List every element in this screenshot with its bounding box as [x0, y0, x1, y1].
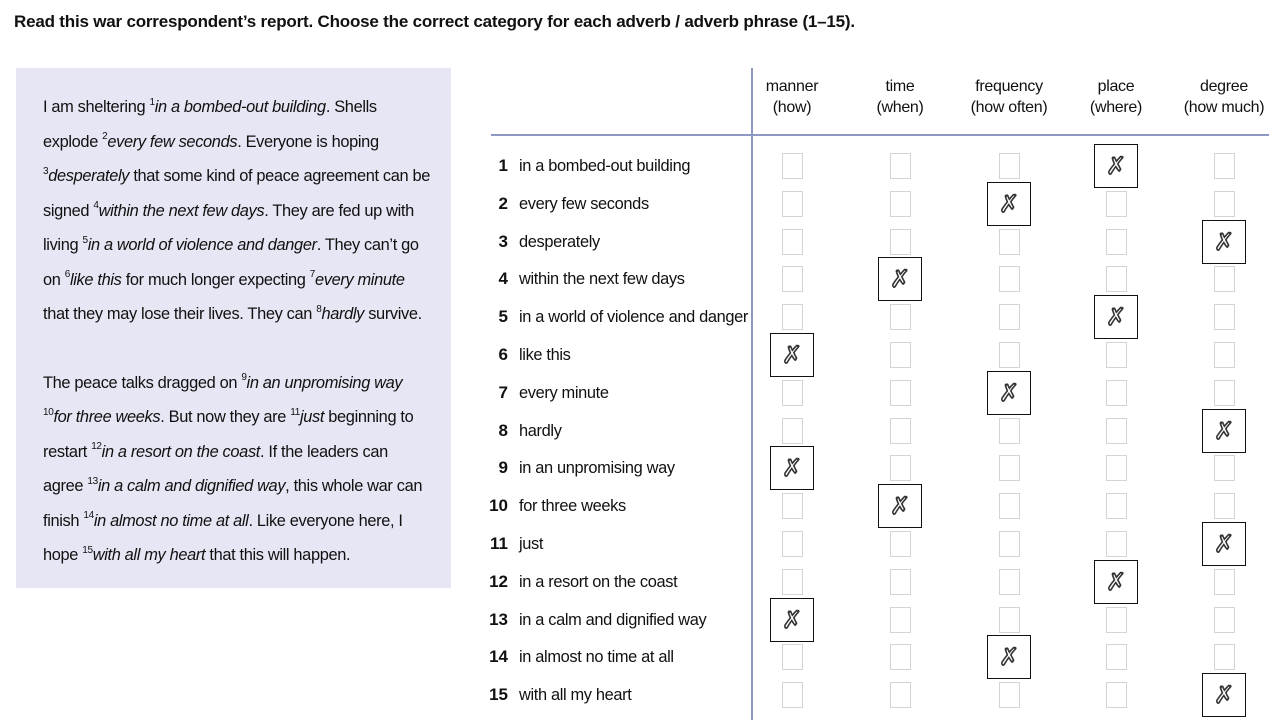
item-number: 9	[498, 458, 508, 478]
checkbox-empty-frequency[interactable]	[999, 266, 1020, 292]
adverb-phrase: every minute	[314, 270, 405, 289]
item-phrase: with all my heart	[519, 686, 632, 705]
checkbox-empty-manner[interactable]	[782, 493, 803, 519]
passage-text: . Everyone is hoping	[237, 132, 379, 151]
x-mark-icon: ✗	[1105, 152, 1127, 180]
checkbox-checked-frequency[interactable]	[987, 371, 1031, 415]
adverb-phrase: in a world of violence and danger	[87, 236, 317, 254]
checkbox-empty-time[interactable]	[890, 153, 911, 179]
item-phrase: in a calm and dignified way	[519, 610, 707, 629]
x-mark-icon: ✗	[889, 265, 911, 294]
column-header-place	[1061, 76, 1171, 118]
item-number: 15	[489, 685, 508, 705]
checkbox-empty-degree[interactable]	[1214, 342, 1235, 368]
item-number: 5	[498, 307, 508, 327]
checkbox-empty-frequency[interactable]	[999, 569, 1020, 595]
checkbox-empty-time[interactable]	[890, 380, 911, 406]
item-number: 1	[498, 156, 508, 175]
passage-text: , this whole war can finish	[43, 477, 423, 530]
column-header-manner	[737, 76, 847, 118]
checkbox-checked-frequency[interactable]	[987, 182, 1031, 226]
adverb-phrase: just	[299, 408, 325, 426]
checkbox-empty-time[interactable]	[890, 531, 911, 557]
checkbox-empty-degree[interactable]	[1214, 191, 1235, 217]
checkbox-empty-frequency[interactable]	[999, 607, 1020, 633]
checkbox-empty-time[interactable]	[890, 229, 911, 255]
item-superscript: 3	[43, 165, 49, 177]
checkbox-empty-degree[interactable]	[1214, 153, 1235, 179]
adverb-phrase: in a resort on the coast	[101, 442, 260, 461]
item-phrase: in a resort on the coast	[519, 572, 678, 591]
checkbox-checked-degree[interactable]	[1202, 409, 1246, 453]
checkbox-empty-manner[interactable]	[782, 229, 803, 255]
column-header-label: time	[885, 78, 915, 95]
grid-vertical-divider	[751, 68, 753, 720]
checkbox-checked-time[interactable]	[878, 484, 922, 528]
grid-header-divider	[491, 134, 1269, 136]
item-superscript: 2	[102, 131, 108, 143]
checkbox-empty-degree[interactable]	[1214, 493, 1235, 519]
item-phrase: for three weeks	[519, 497, 626, 516]
column-header-hint: (how much)	[1183, 99, 1265, 116]
passage-text: . If the leaders can agree	[43, 442, 388, 495]
column-header-label: manner	[765, 78, 819, 95]
x-mark-icon: ✗	[998, 189, 1020, 218]
item-phrase: in an unpromising way	[519, 459, 675, 478]
checkbox-empty-degree[interactable]	[1214, 644, 1235, 670]
checkbox-empty-time[interactable]	[890, 342, 911, 368]
item-number: 11	[490, 534, 508, 553]
checkbox-empty-place[interactable]	[1106, 418, 1127, 444]
item-superscript: 4	[93, 200, 99, 212]
adverb-phrase: like this	[69, 270, 122, 289]
checkbox-checked-place[interactable]	[1094, 560, 1138, 604]
passage-text: beginning to restart	[43, 408, 414, 461]
checkbox-empty-manner[interactable]	[782, 266, 803, 292]
checkbox-empty-time[interactable]	[890, 569, 911, 595]
item-phrase: in a world of violence and danger	[519, 308, 749, 327]
x-mark-icon: ✗	[889, 492, 911, 521]
adverb-phrase: in a calm and dignified way	[97, 477, 286, 495]
column-header-label: place	[1097, 78, 1135, 95]
checkbox-empty-place[interactable]	[1106, 229, 1127, 255]
checkbox-empty-frequency[interactable]	[999, 229, 1020, 255]
item-phrase: desperately	[519, 232, 600, 251]
item-phrase: just	[519, 535, 544, 553]
checkbox-empty-time[interactable]	[890, 191, 911, 217]
item-superscript: 1	[149, 96, 155, 108]
item-superscript: 14	[83, 510, 94, 522]
item-number: 3	[498, 231, 508, 251]
adverb-phrase: desperately	[48, 167, 130, 185]
item-phrase: hardly	[519, 421, 562, 440]
checkbox-checked-place[interactable]	[1094, 295, 1138, 339]
checkbox-checked-frequency[interactable]	[987, 635, 1031, 679]
checkbox-empty-manner[interactable]	[782, 191, 803, 217]
checkbox-empty-frequency[interactable]	[999, 418, 1020, 444]
adverb-phrase: within the next few days	[98, 201, 265, 220]
adverb-phrase: for three weeks	[53, 408, 161, 426]
checkbox-empty-time[interactable]	[890, 607, 911, 633]
item-number: 12	[489, 571, 508, 591]
checkbox-empty-place[interactable]	[1106, 455, 1127, 481]
checkbox-checked-degree[interactable]	[1202, 522, 1246, 566]
passage-text: . They are fed up with living	[43, 201, 414, 254]
checkbox-empty-manner[interactable]	[782, 304, 803, 330]
x-mark-icon: ✗	[998, 378, 1020, 407]
item-phrase: every minute	[519, 383, 609, 402]
x-mark-icon: ✗	[1213, 530, 1235, 558]
column-header-frequency	[954, 76, 1064, 118]
passage-text: The peace talks dragged on	[43, 373, 242, 392]
checkbox-empty-manner[interactable]	[782, 153, 803, 179]
checkbox-empty-place[interactable]	[1106, 682, 1127, 708]
passage-text: . Like everyone here, I hope	[43, 511, 403, 564]
x-mark-icon: ✗	[1213, 416, 1235, 445]
x-mark-icon: ✗	[781, 341, 803, 369]
checkbox-empty-degree[interactable]	[1214, 455, 1235, 481]
item-phrase: every few seconds	[519, 194, 649, 213]
x-mark-icon: ✗	[1213, 681, 1235, 710]
checkbox-empty-time[interactable]	[890, 304, 911, 330]
x-mark-icon: ✗	[781, 454, 803, 483]
instruction-text: Read this war correspondent’s report. Choose the correct category for each adverb / adverb phrase (1–15).	[14, 12, 855, 31]
checkbox-checked-degree[interactable]	[1202, 673, 1246, 717]
passage-text: for much longer expecting	[121, 270, 310, 289]
checkbox-empty-manner[interactable]	[782, 644, 803, 670]
checkbox-empty-manner[interactable]	[782, 380, 803, 406]
item-superscript: 10	[43, 406, 54, 418]
checkbox-empty-degree[interactable]	[1214, 304, 1235, 330]
column-header-hint: (when)	[876, 99, 924, 116]
item-number: 7	[498, 382, 508, 402]
checkbox-empty-frequency[interactable]	[999, 342, 1020, 368]
checkbox-empty-manner[interactable]	[782, 569, 803, 595]
checkbox-empty-place[interactable]	[1106, 266, 1127, 292]
checkbox-checked-degree[interactable]	[1202, 220, 1246, 264]
adverb-phrase: hardly	[321, 305, 364, 323]
column-header-label: frequency	[975, 78, 1043, 95]
checkbox-empty-time[interactable]	[890, 682, 911, 708]
checkbox-empty-place[interactable]	[1106, 380, 1127, 406]
item-superscript: 11	[290, 406, 300, 418]
checkbox-empty-place[interactable]	[1106, 531, 1127, 557]
item-superscript: 15	[82, 544, 93, 556]
checkbox-empty-degree[interactable]	[1214, 569, 1235, 595]
checkbox-empty-frequency[interactable]	[999, 493, 1020, 519]
passage-text: survive.	[364, 305, 422, 323]
item-superscript: 13	[87, 475, 98, 487]
adverb-phrase: in an unpromising way	[246, 373, 403, 392]
adverb-phrase: with all my heart	[92, 546, 206, 564]
item-phrase: in almost no time at all	[519, 648, 674, 667]
item-number: 6	[498, 345, 508, 364]
x-mark-icon: ✗	[1105, 567, 1127, 596]
item-number: 14	[489, 647, 508, 667]
checkbox-empty-manner[interactable]	[782, 682, 803, 708]
item-number: 8	[498, 420, 508, 440]
checkbox-empty-time[interactable]	[890, 418, 911, 444]
item-phrase: in a bombed-out building	[519, 157, 691, 175]
column-header-label: degree	[1199, 78, 1249, 95]
checkbox-empty-frequency[interactable]	[999, 531, 1020, 557]
checkbox-empty-manner[interactable]	[782, 531, 803, 557]
item-phrase: within the next few days	[519, 270, 685, 289]
column-header-hint: (how)	[772, 99, 812, 116]
passage-paragraph-2	[43, 366, 431, 573]
report-passage	[16, 68, 451, 588]
checkbox-empty-time[interactable]	[890, 455, 911, 481]
checkbox-empty-degree[interactable]	[1214, 607, 1235, 633]
adverb-phrase: every few seconds	[107, 132, 238, 151]
checkbox-empty-place[interactable]	[1106, 342, 1127, 368]
passage-text: . But now they are	[160, 408, 291, 426]
checkbox-checked-time[interactable]	[878, 257, 922, 301]
adverb-phrase: in a bombed-out building	[154, 98, 326, 116]
checkbox-empty-time[interactable]	[890, 644, 911, 670]
checkbox-empty-place[interactable]	[1106, 607, 1127, 633]
column-header-hint: (how often)	[970, 99, 1048, 116]
item-superscript: 5	[82, 234, 88, 246]
item-number: 10	[489, 496, 508, 516]
passage-text: . They can’t go on	[43, 236, 419, 289]
item-number: 4	[498, 269, 508, 289]
item-superscript: 7	[309, 269, 315, 281]
checkbox-empty-frequency[interactable]	[999, 304, 1020, 330]
item-number: 13	[489, 609, 508, 629]
checkbox-checked-manner[interactable]	[770, 333, 814, 377]
checkbox-empty-degree[interactable]	[1214, 266, 1235, 292]
checkbox-empty-manner[interactable]	[782, 418, 803, 444]
passage-text: that this will happen.	[205, 546, 351, 564]
checkbox-empty-place[interactable]	[1106, 493, 1127, 519]
checkbox-empty-place[interactable]	[1106, 191, 1127, 217]
checkbox-checked-manner[interactable]	[770, 598, 814, 642]
x-mark-icon: ✗	[1213, 227, 1235, 256]
checkbox-empty-frequency[interactable]	[999, 153, 1020, 179]
checkbox-empty-place[interactable]	[1106, 644, 1127, 670]
checkbox-empty-degree[interactable]	[1214, 380, 1235, 406]
item-superscript: 9	[241, 372, 247, 384]
passage-text: I am sheltering	[43, 98, 150, 116]
column-header-hint: (where)	[1089, 99, 1143, 116]
checkbox-empty-frequency[interactable]	[999, 455, 1020, 481]
x-mark-icon: ✗	[781, 605, 803, 634]
passage-text: that they may lose their lives. They can	[43, 305, 317, 323]
passage-text: that some kind of peace agreement can be signed	[43, 167, 431, 220]
item-superscript: 12	[91, 441, 102, 453]
x-mark-icon: ✗	[1105, 303, 1127, 332]
passage-paragraph-1	[43, 90, 431, 332]
checkbox-empty-frequency[interactable]	[999, 682, 1020, 708]
item-superscript: 6	[64, 269, 70, 281]
checkbox-checked-place[interactable]	[1094, 144, 1138, 188]
item-phrase: like this	[519, 346, 571, 364]
x-mark-icon: ✗	[998, 643, 1020, 672]
item-superscript: 8	[316, 303, 322, 315]
adverb-phrase: in almost no time at all	[93, 511, 249, 530]
column-header-degree	[1169, 76, 1279, 118]
passage-text: . Shells explode	[43, 98, 377, 151]
column-header-time	[845, 76, 955, 118]
item-number: 2	[498, 193, 508, 213]
checkbox-checked-manner[interactable]	[770, 446, 814, 490]
